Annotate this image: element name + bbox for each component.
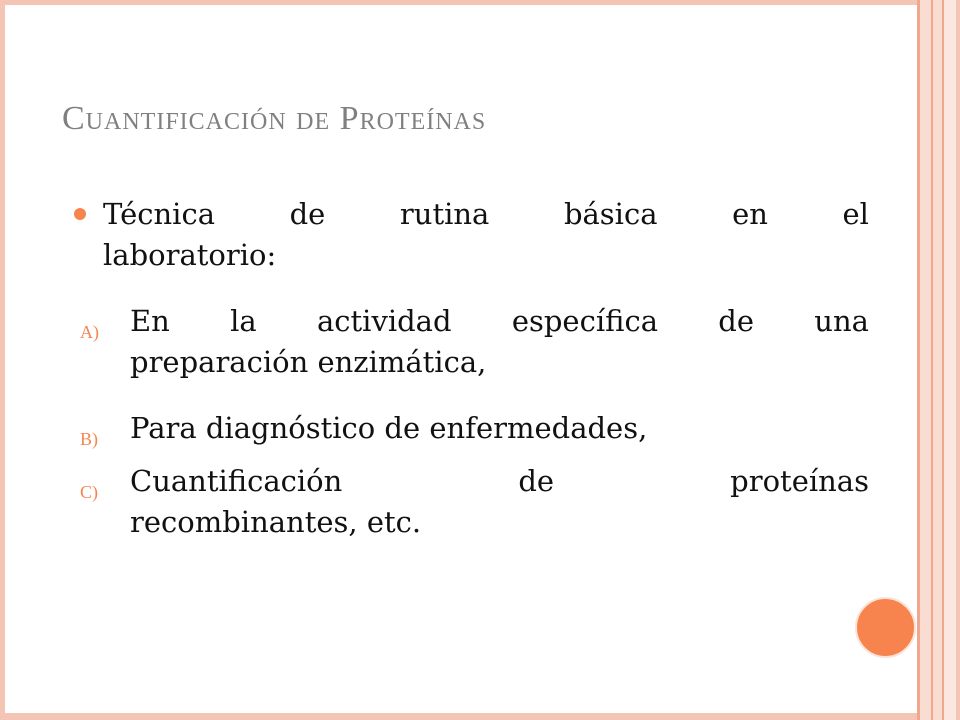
sub-item-line-2: recombinantes, etc. <box>130 505 422 539</box>
decorative-circle <box>855 597 916 658</box>
sub-item-line-1 <box>130 301 869 342</box>
word: de <box>518 464 555 498</box>
sub-item-text <box>130 408 869 449</box>
frame-top-border <box>0 0 917 5</box>
decorative-stripe <box>933 0 942 720</box>
sub-item-marker: C) <box>80 482 98 502</box>
word: En <box>130 304 170 338</box>
sub-item-text <box>130 461 869 543</box>
word: rutina <box>399 197 490 231</box>
sub-item-text <box>130 301 869 383</box>
sub-item-line-1: Para diagnóstico de enfermedades, <box>130 411 648 445</box>
decorative-stripe <box>944 0 956 720</box>
decorative-stripe <box>920 0 931 720</box>
bullet-text <box>103 194 869 276</box>
sub-item-line-2: preparación enzimática, <box>130 345 487 379</box>
bullet-line-1 <box>103 194 869 235</box>
sub-item-marker: B) <box>80 429 98 449</box>
word: actividad <box>317 304 452 338</box>
word: proteínas <box>730 464 869 498</box>
slide-title: Cuantificación de Proteínas <box>62 100 487 137</box>
word: Técnica <box>103 197 215 231</box>
word: el <box>842 197 869 231</box>
word: una <box>814 304 869 338</box>
word: de <box>289 197 326 231</box>
sub-item-line-1 <box>130 461 869 502</box>
word: de <box>718 304 755 338</box>
word: Cuantificación <box>130 464 343 498</box>
bullet-dot-icon <box>74 208 86 220</box>
word: específica <box>511 304 658 338</box>
word: la <box>230 304 257 338</box>
word: básica <box>563 197 658 231</box>
decorative-stripe <box>956 0 960 720</box>
sub-item-marker: A) <box>80 322 99 342</box>
bullet-line-2: laboratorio: <box>103 238 277 272</box>
frame-bottom-border <box>0 713 917 720</box>
word: en <box>732 197 768 231</box>
frame-left-border <box>0 0 5 720</box>
